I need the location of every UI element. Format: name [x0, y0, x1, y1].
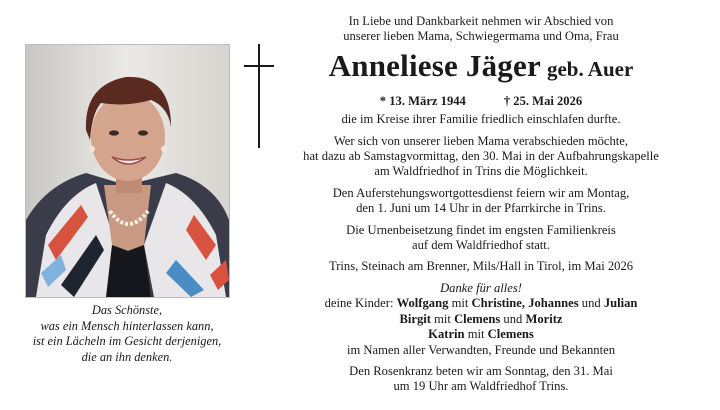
mourner-name: Birgit [399, 311, 431, 326]
connector: mit [467, 327, 485, 342]
relatives-line: im Namen aller Verwandten, Freunde und Bekannten [346, 342, 615, 357]
maiden-name: geb. Auer [546, 56, 634, 81]
connector: und [503, 311, 523, 326]
deceased-name: Anneliese Jäger [328, 47, 541, 83]
portrait-illustration [26, 45, 229, 297]
thanks-line: Danke für alles! [440, 280, 522, 295]
deceased-heading [272, 48, 690, 90]
passed-line: die im Kreise ihrer Familie friedlich einschlafen durfte. [341, 112, 621, 127]
portrait-photo [25, 44, 230, 298]
mourner-name: Clemens [487, 327, 534, 342]
place-date: Trins, Steinach am Brenner, Mils/Hall in Tirol, im Mai 2026 [328, 259, 634, 274]
life-dates [272, 94, 690, 109]
quote-line: Das Schönste, [91, 303, 163, 317]
urn-line: Die Urnenbeisetzung findet im engsten Familienkreis [346, 222, 616, 237]
rosary-line: Den Rosenkranz beten wir am Sonntag, den 31. Mai [349, 363, 613, 378]
mourner-name: Clemens [454, 311, 501, 326]
mourner-name: Christine, [471, 296, 526, 311]
connector: mit [434, 311, 451, 326]
mourners-line [272, 296, 690, 311]
connector: und [581, 296, 601, 311]
farewell-line: am Waldfriedhof in Trins die Möglichkeit. [374, 164, 588, 179]
farewell-line: hat dazu ab Samstagvormittag, den 30. Mai in der Aufbahrungskapelle [303, 149, 659, 164]
mourner-name: Wolfgang [396, 296, 449, 311]
birth-date: * 13. März 1944 [379, 93, 466, 108]
kids-prefix: deine Kinder: [324, 296, 394, 311]
mourners-line [272, 327, 690, 342]
intro-line: unserer lieben Mama, Schwiegermama und Oma, Frau [343, 29, 619, 44]
quote-line: ist ein Lächeln im Gesicht derjenigen, [32, 334, 222, 349]
mourner-name: Julian [603, 296, 638, 311]
mourners-line [272, 312, 690, 327]
quote-line: die an ihn denken. [81, 349, 173, 364]
urn-line: auf dem Waldfriedhof statt. [412, 238, 550, 253]
mourner-name: Moritz [525, 311, 563, 326]
cross-icon [244, 44, 274, 148]
service-line: Den Auferstehungswortgottesdienst feiern wir am Montag, [332, 185, 630, 200]
service-line: den 1. Juni um 14 Uhr in der Pfarrkirche in Trins. [356, 201, 606, 216]
farewell-line: Wer sich von unserer lieben Mama verabschieden möchte, [333, 133, 629, 148]
mourner-name: Katrin [428, 327, 465, 342]
quote-line: was ein Mensch hinterlassen kann, [40, 318, 214, 333]
memorial-quote [14, 303, 240, 365]
connector: mit [451, 296, 469, 311]
mourner-name: Johannes [528, 296, 579, 311]
death-date: † 25. Mai 2026 [503, 93, 583, 108]
obituary-text [272, 14, 690, 395]
rosary-line: um 19 Uhr am Waldfriedhof Trins. [393, 379, 569, 394]
intro-line: In Liebe und Dankbarkeit nehmen wir Abschied von [348, 14, 614, 28]
